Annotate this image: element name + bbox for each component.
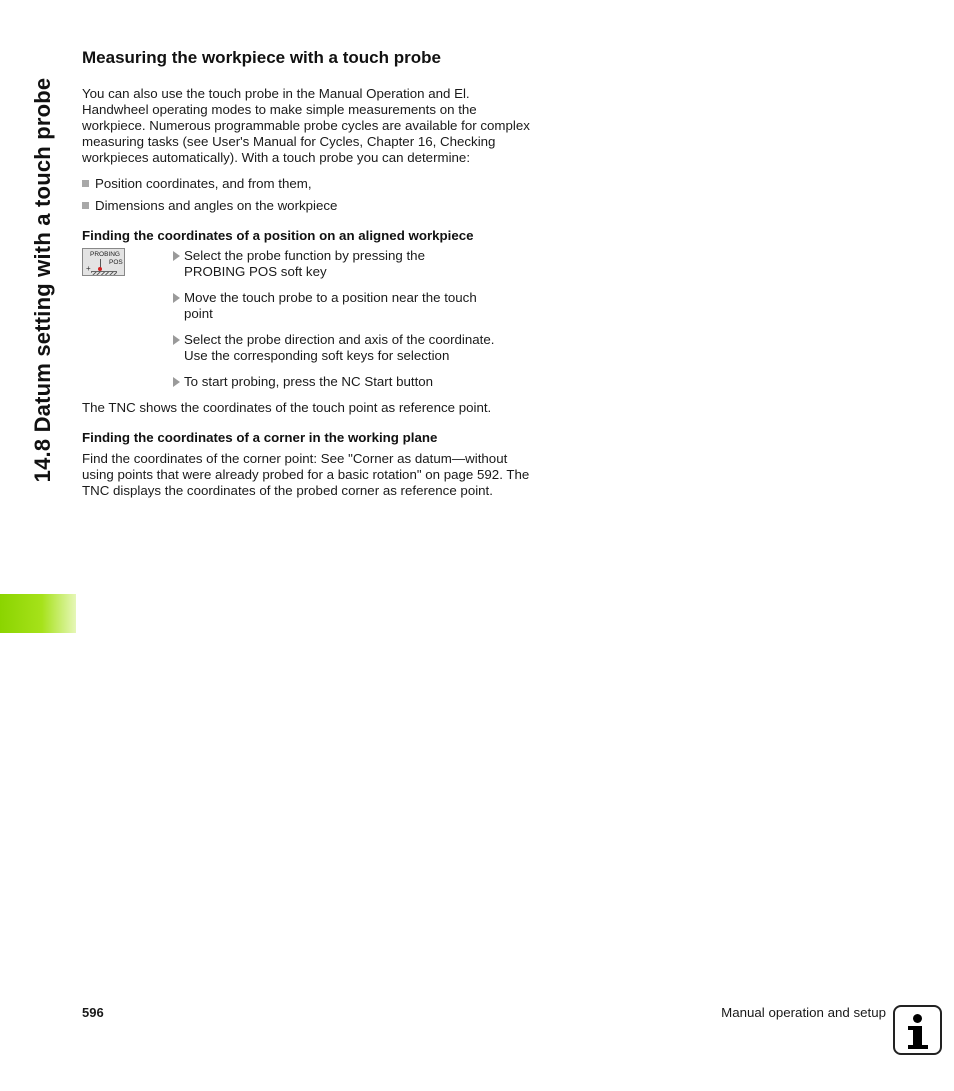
step-item: Select the probe direction and axis of the coordinate. Use the corresponding soft keys for selection: [172, 332, 532, 364]
step-list: [172, 248, 532, 390]
side-chapter-title-text: 14.8 Datum setting with a touch probe: [30, 77, 55, 483]
footer-chapter-title: Manual operation and setup: [721, 1005, 886, 1020]
probing-steps: [82, 248, 532, 390]
plus-icon: +: [86, 264, 91, 273]
probing-pos-softkey[interactable]: PROBING POS +: [82, 248, 125, 276]
info-icon[interactable]: [893, 1005, 942, 1055]
side-chapter-title: [18, 40, 68, 520]
step-item: Move the touch probe to a position near the touch point: [172, 290, 532, 322]
step-arrow-icon: [173, 293, 180, 303]
step-item: To start probing, press the NC Start button: [172, 374, 532, 390]
step-arrow-icon: [173, 335, 180, 345]
bullet-square-icon: [82, 180, 89, 187]
result-paragraph: The TNC shows the coordinates of the touch point as reference point.: [82, 400, 492, 415]
section-heading-corner: Finding the coordinates of a corner in the working plane: [82, 430, 438, 445]
bullet-square-icon: [82, 202, 89, 209]
bullet-item: Position coordinates, and from them,: [82, 176, 532, 192]
step-arrow-icon: [173, 377, 180, 387]
page-number: 596: [82, 1005, 104, 1020]
page-heading: Measuring the workpiece with a touch probe: [82, 48, 441, 67]
main-content: [82, 48, 532, 499]
workpiece-icon: [91, 271, 117, 275]
step-item: Select the probe function by pressing the PROBING POS soft key: [172, 248, 532, 280]
section-heading-position: Finding the coordinates of a position on an aligned workpiece: [82, 228, 474, 243]
bullet-item: Dimensions and angles on the workpiece: [82, 198, 532, 214]
step-arrow-icon: [173, 251, 180, 261]
corner-paragraph: Find the coordinates of the corner point: See "Corner as datum—without using points that were already probed for a basic rotation" on page 592. The TNC displays the coordinates of the probed corner as reference point.: [82, 451, 530, 498]
chapter-tab: [0, 594, 76, 633]
intro-paragraph: You can also use the touch probe in the Manual Operation and El. Handwheel operating modes to make simple measurements on the workpiece. Numerous programmable probe cycles are available for complex measuring tasks (see User's Manual for Cycles, Chapter 16, Checking workpieces automatically). With a touch probe you can determine:: [82, 86, 530, 165]
